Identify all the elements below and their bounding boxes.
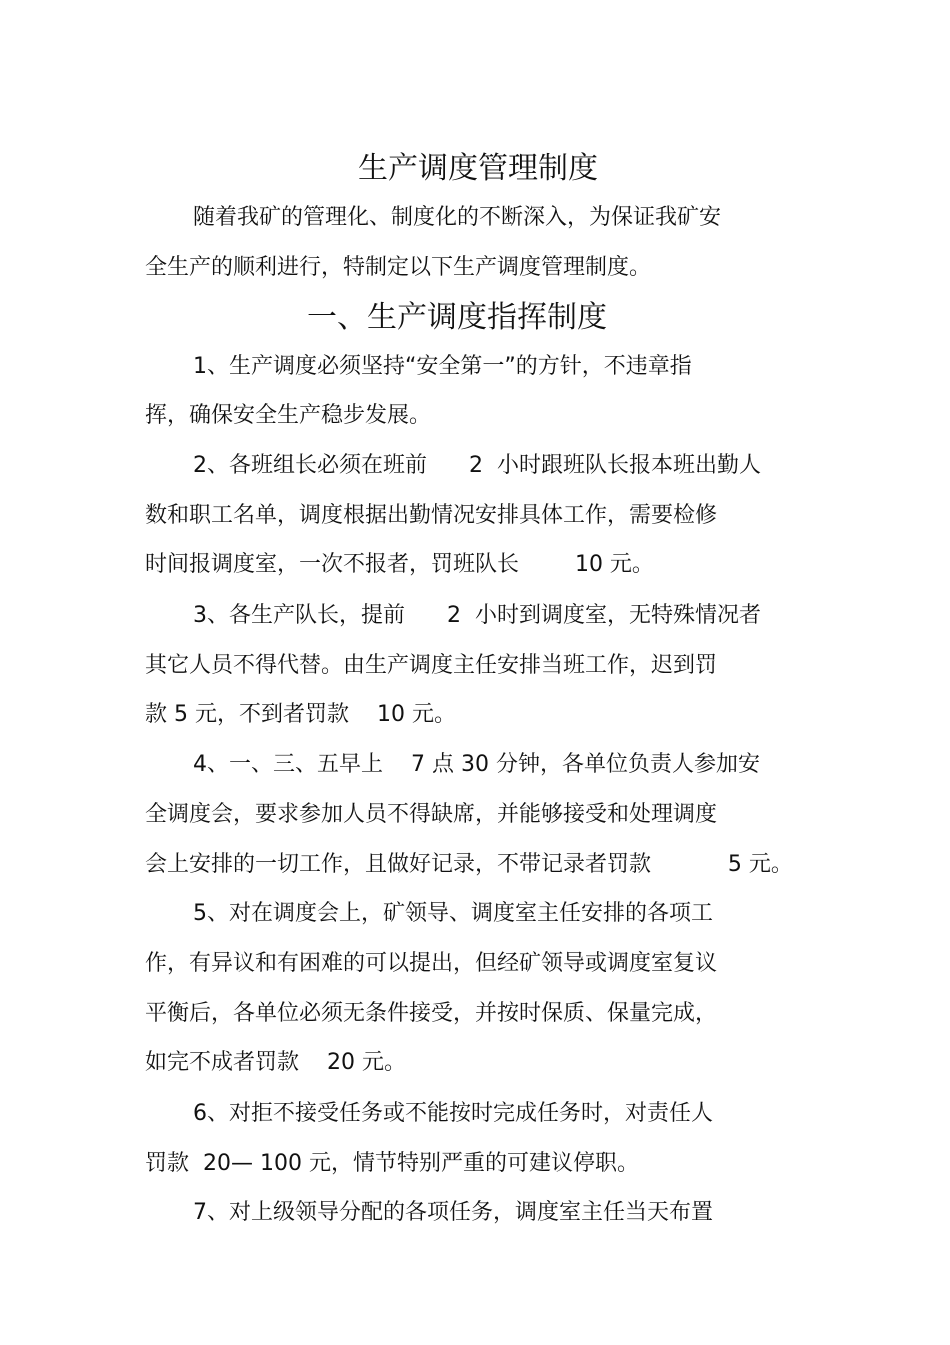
item-5-line: 平衡后，各单位必须无条件接受，并按时保质、保量完成，	[145, 1001, 718, 1026]
item-2-line: 2、各班组长必须在班前 2 小时跟班队长报本班出勤人	[193, 453, 761, 478]
item-3-line: 款 5 元，不到者罚款 10 元。	[145, 702, 456, 727]
section-title: 一、生产调度指挥制度	[307, 300, 607, 335]
item-4-line: 全调度会，要求参加人员不得缺席，并能够接受和处理调度	[145, 802, 718, 827]
item-1-line: 挥，确保安全生产稳步发展。	[145, 403, 432, 428]
item-7-line: 7、对上级领导分配的各项任务，调度室主任当天布置	[193, 1200, 713, 1225]
item-4-line: 会上安排的一切工作，且做好记录，不带记录者罚款 5 元。	[145, 852, 793, 877]
item-3-line: 其它人员不得代替。由生产调度主任安排当班工作，迟到罚	[145, 653, 718, 678]
item-2-line: 时间报调度室，一次不报者，罚班队长 10 元。	[145, 552, 654, 577]
item-2-line: 数和职工名单，调度根据出勤情况安排具体工作，需要检修	[145, 503, 718, 528]
item-6-line: 6、对拒不接受任务或不能按时完成任务时，对责任人	[193, 1101, 713, 1126]
item-6-line: 罚款 20— 100 元，情节特别严重的可建议停职。	[145, 1151, 639, 1176]
item-3-line: 3、各生产队长，提前 2 小时到调度室，无特殊情况者	[193, 603, 761, 628]
intro-line: 随着我矿的管理化、制度化的不断深入，为保证我矿安	[193, 205, 722, 230]
intro-line: 全生产的顺利进行，特制定以下生产调度管理制度。	[145, 255, 652, 280]
item-5-line: 作，有异议和有困难的可以提出，但经矿领导或调度室复议	[145, 951, 718, 976]
item-5-line: 如完不成者罚款 20 元。	[145, 1050, 406, 1075]
item-4-line: 4、一、三、五早上 7 点 30 分钟，各单位负责人参加安	[193, 752, 760, 777]
item-5-line: 5、对在调度会上，矿领导、调度室主任安排的各项工	[193, 901, 713, 926]
document-title: 生产调度管理制度	[358, 151, 598, 186]
item-1-line: 1、生产调度必须坚持“安全第一”的方针，不违章指	[193, 354, 692, 379]
